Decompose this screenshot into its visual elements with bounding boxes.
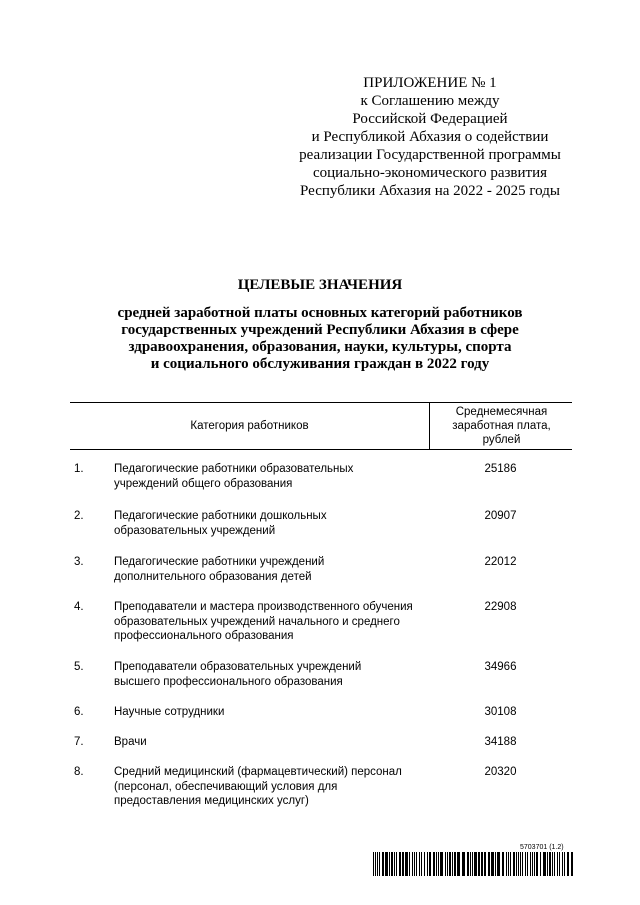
row-value: 34188 [484,736,517,748]
document-title: ЦЕЛЕВЫЕ ЗНАЧЕНИЯ [237,277,403,293]
barcode-bar [427,852,428,876]
row-category [114,705,434,720]
barcode-bar [502,852,504,876]
header-category: Категория работников [190,420,309,432]
barcode-bar [385,852,388,876]
header-salary-line: заработная плата, [452,420,551,432]
row-category-line: Средний медицинский (фармацевтический) персонал [114,766,402,778]
barcode-bar [481,852,483,876]
barcode-bar [508,852,509,876]
barcode-bar [414,852,415,876]
barcode-bar [559,852,560,876]
barcode-bar [454,852,456,876]
barcode-bar [534,852,535,876]
barcode-bar [412,852,413,876]
barcode-bar [445,852,446,876]
barcode-bar [554,852,555,876]
barcode-bar [488,852,490,876]
barcode-bar [449,852,451,876]
row-category-line: учреждений общего образования [114,477,293,490]
annex-line: ПРИЛОЖЕНИЕ № 1 [363,75,497,91]
barcode-bar [436,852,437,876]
barcode-bar [447,852,448,876]
barcode-bar [440,852,443,876]
row-number: 6. [74,706,84,718]
barcode-bar [409,852,410,876]
subtitle-line: средней заработной платы основных категорий работников [117,305,523,321]
row-category-line: высшего профессионального образования [114,675,343,688]
barcode-bar [557,852,558,876]
row-category [114,735,434,750]
row-value: 22012 [484,556,517,568]
row-number: 7. [74,736,84,748]
barcode-bar [516,852,517,876]
barcode-bar [452,852,453,876]
annex-line: Российской Федерацией [352,111,508,127]
barcode-bar [513,852,515,876]
barcode-bar [373,852,374,876]
row-number: 3. [74,556,84,568]
row-category [114,600,434,644]
barcode-bar [491,852,494,876]
barcode-bar [416,852,417,876]
barcode-bar [518,852,519,876]
row-category-line: образовательных учреждений [114,524,276,537]
barcode-bar [402,852,404,876]
row-category-line: профессионального образования [114,630,294,642]
row-category-line: образовательных учреждений начального и среднего [114,615,400,628]
row-category [114,509,434,538]
subtitle-line: и социального обслуживания граждан в 2022 году [150,356,490,372]
header-salary-line: рублей [482,434,521,446]
barcode-bar [375,852,376,876]
barcode-bar [567,852,569,876]
row-category-line: Педагогические работники образовательных [114,463,354,475]
barcode-bar [474,852,477,876]
row-category [114,765,434,809]
barcode-bar [394,852,395,876]
barcode-bar [470,852,471,876]
barcode-bar [547,852,548,876]
subtitle-line: здравоохранения, образования, науки, культуры, спорта [128,339,512,355]
row-category [114,555,434,584]
header-salary [429,403,573,449]
document-subtitle [0,305,640,373]
row-number: 8. [74,766,84,778]
subtitle-line: государственных учреждений Республики Абхазия в сфере [121,322,519,338]
barcode-bar [520,852,521,876]
barcode-bar [506,852,507,876]
annex-header [280,74,580,200]
barcode-bar [562,852,563,876]
barcode-bar [543,852,546,876]
barcode-bar [396,852,397,876]
barcode-label: 5703701 (1.2) [520,844,564,851]
barcode-bar [472,852,473,876]
annex-line: к Соглашению между [360,93,500,109]
annex-line: социально-экономического развития [312,165,548,181]
row-category-line: Педагогические работники дошкольных [114,510,327,522]
barcode-bar [438,852,439,876]
row-category [114,660,434,689]
row-category [114,462,434,491]
barcode-bar [421,852,422,876]
table-header [70,402,572,450]
row-value: 20907 [484,510,517,522]
barcode-bar [391,852,393,876]
annex-line: Республики Абхазия на 2022 - 2025 годы [300,183,560,199]
row-category-line: Педагогические работники учреждений [114,556,325,568]
row-value: 34966 [484,661,517,673]
row-value: 22908 [484,601,517,613]
row-number: 4. [74,601,84,613]
barcode-bar [478,852,480,876]
barcode-bar [527,852,528,876]
barcode-bar [522,852,523,876]
row-category-line: предоставления медицинских услуг) [114,795,309,807]
barcode-bar [399,852,401,876]
barcode-bar [405,852,408,876]
row-number: 2. [74,510,84,522]
barcode-bar [495,852,496,876]
barcode-bar [424,852,425,876]
annex-line: реализации Государственной программы [299,147,561,163]
barcode-bar [510,852,511,876]
annex-line: и Республикой Абхазия о содействии [311,129,549,145]
barcode-bar [571,852,573,876]
barcode-bar [419,852,420,876]
barcode-bar [377,852,378,876]
row-value: 25186 [484,463,517,475]
row-category-line: Преподаватели образовательных учреждений [114,661,362,673]
row-category-line: Врачи [114,736,147,748]
row-value: 30108 [484,706,517,718]
row-category-line: Преподаватели и мастера производственного обучения [114,601,413,613]
barcode-bar [389,852,390,876]
row-category-line: (персонал, обеспечивающий условия для [114,780,338,793]
barcode-bar [532,852,533,876]
barcode-bar [530,852,531,876]
row-value: 20320 [484,766,517,778]
barcode-bar [549,852,551,876]
row-number: 5. [74,661,84,673]
barcode-bar [497,852,500,876]
barcode-bar [484,852,486,876]
row-category-line: дополнительного образования детей [114,570,312,583]
barcode-image [373,852,573,876]
barcode-bar [462,852,465,876]
barcode-bar [525,852,526,876]
row-category-line: Научные сотрудники [114,706,225,718]
barcode-bar [564,852,565,876]
barcode-bar [467,852,469,876]
barcode-bar [429,852,431,876]
barcode-bar [379,852,380,876]
salary-table [70,402,572,807]
barcode-bar [382,852,384,876]
barcode-bar [536,852,538,876]
barcode-bar [540,852,541,876]
row-number: 1. [74,463,84,475]
barcode-bar [552,852,553,876]
barcode-bar [457,852,460,876]
barcode-bar [433,852,435,876]
header-salary-line: Среднемесячная [455,406,548,418]
